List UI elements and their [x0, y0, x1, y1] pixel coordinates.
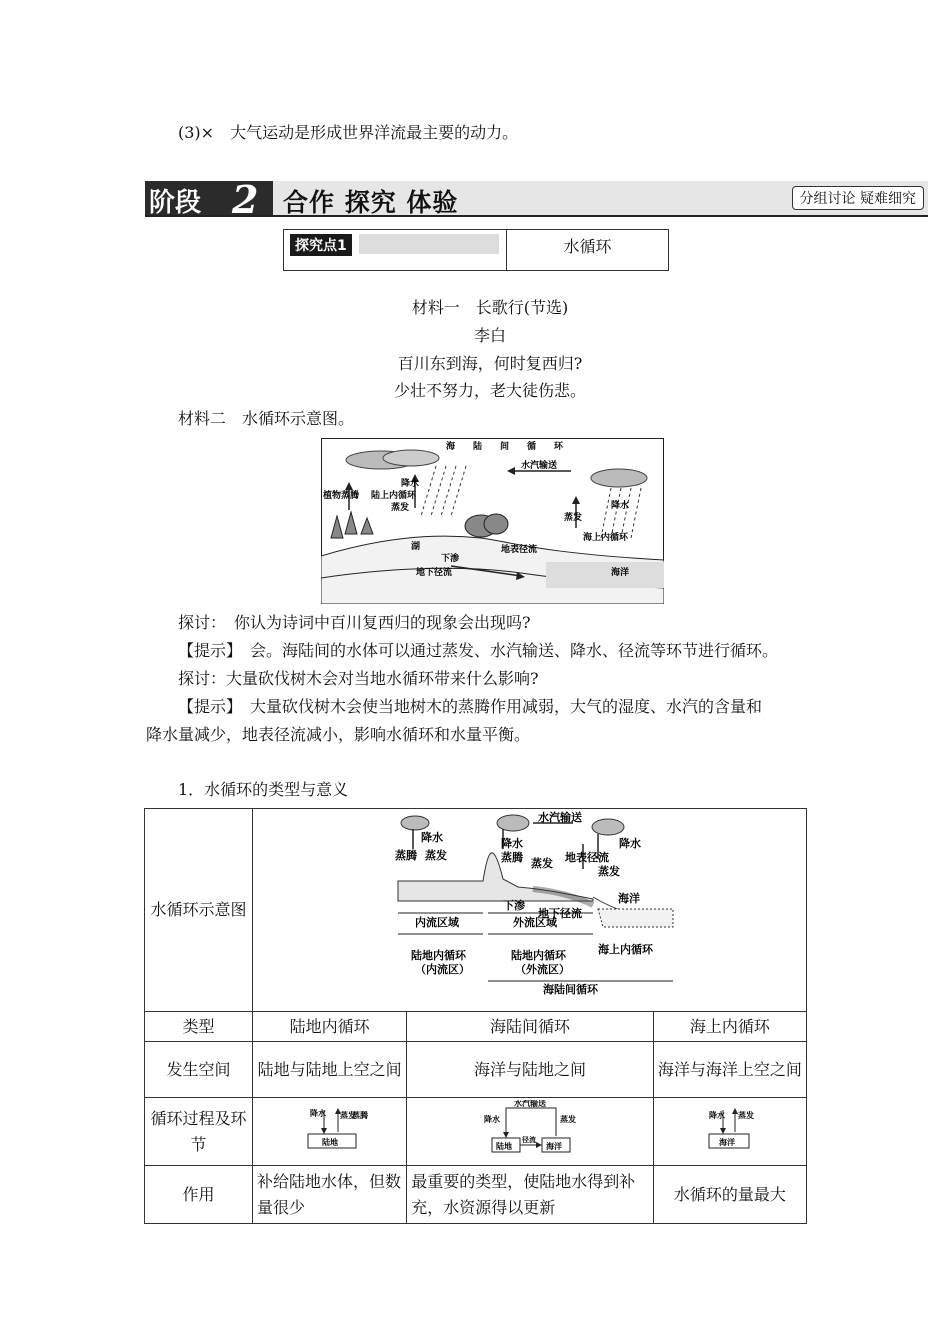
- hint2: [178, 696, 762, 718]
- diagram-label-cell: [145, 809, 253, 1012]
- stage-tag: 分组讨论 疑难细究: [792, 186, 924, 210]
- fig2-vapor: 水汽输送: [538, 811, 582, 824]
- fig2-rain2: 降水: [501, 837, 523, 850]
- proc-land-transp: 蒸腾: [351, 1110, 368, 1120]
- fig2-transp2: 蒸腾: [501, 851, 523, 864]
- hint2-tag: 【提示】: [178, 697, 235, 716]
- material1-line2: 少壮不努力，老大徒伤悲。: [393, 381, 586, 400]
- water-cycle-types-figure: [253, 809, 806, 1003]
- hint1-tag: 【提示】: [178, 641, 235, 660]
- fig2-infiltration: 下渗: [503, 899, 525, 912]
- material1-author: 李白: [473, 326, 506, 345]
- proc-sealand-diagram: [480, 1100, 580, 1156]
- material1-heading: 材料一 长歌行(节选): [411, 298, 569, 317]
- row-type-label: 类型: [145, 1012, 253, 1042]
- diagram-cell: [253, 809, 807, 1012]
- fig2-outer-region: 外流区域: [513, 916, 557, 929]
- stage-title: 合作 探究 体验: [283, 188, 459, 217]
- fig2-sea: 海洋: [618, 892, 640, 905]
- material2-heading: 材料二 水循环示意图。: [178, 409, 355, 428]
- stage-banner: [145, 177, 928, 222]
- proc-sea-rain: 降水: [708, 1110, 725, 1120]
- fig1-evap-sea: 蒸发: [564, 513, 583, 523]
- proc-sea-box: 海洋: [718, 1137, 735, 1147]
- proc-sea-evap: 蒸发: [737, 1110, 754, 1120]
- proc-sealand-runoff: 径流: [521, 1135, 536, 1144]
- row-space-label: 发生空间: [145, 1042, 253, 1098]
- hint1: [178, 640, 778, 662]
- fig1-vapor: 水汽输送: [521, 461, 558, 471]
- fig2-surface-runoff: 地表径流: [565, 851, 609, 864]
- fig2-evap2: 蒸发: [531, 857, 553, 870]
- space-land: 陆地与陆地上空之间: [253, 1042, 407, 1098]
- proc-land-cell: [253, 1098, 407, 1166]
- discuss1: 探讨： 你认为诗词中百川复西归的现象会出现吗?: [178, 613, 531, 632]
- fig1-land-cycle: 陆上内循环: [371, 491, 417, 501]
- table-row: [145, 1042, 807, 1098]
- discuss2: 探讨：大量砍伐树木会对当地水循环带来什么影响?: [178, 669, 539, 688]
- table-row: [145, 1166, 807, 1224]
- fig2-sea-land: 海陆间循环: [543, 983, 598, 996]
- fig2-land-inner-sub: （内流区）: [415, 963, 470, 976]
- material1-line1: 百川东到海，何时复西归?: [397, 354, 583, 373]
- fig1-ground-runoff: 地下径流: [416, 568, 453, 578]
- type-land: 陆地内循环: [253, 1012, 407, 1042]
- fig1-infiltration: 下渗: [441, 554, 460, 564]
- proc-sealand-vapor: 水汽输送: [513, 1099, 546, 1108]
- fig2-evap3: 蒸发: [598, 865, 620, 878]
- row-effect-label: 作用: [145, 1166, 253, 1224]
- probe-label: 探究点1: [290, 234, 352, 256]
- fig2-evap1: 蒸发: [425, 849, 447, 862]
- fig1-evap-land: 蒸发: [391, 503, 410, 513]
- fig2-ground-runoff: 地下径流: [538, 907, 582, 920]
- proc-sealand-rain: 降水: [483, 1114, 500, 1124]
- fig2-inner-region: 内流区域: [415, 916, 459, 929]
- hint2-text-cont: 降水量减少，地表径流减小，影响水循环和水量平衡。: [146, 725, 531, 744]
- effect-sea: 水循环的量最大: [653, 1166, 806, 1224]
- fig2-sea-inner: 海上内循环: [598, 943, 653, 956]
- table-row: [145, 1012, 807, 1042]
- proc-land-evap: 蒸发: [339, 1110, 356, 1120]
- section1-heading: 1．水循环的类型与意义: [178, 780, 349, 799]
- fig2-land-outer: 陆地内循环: [511, 949, 566, 962]
- probe-grey-bar: [359, 234, 499, 254]
- stage-prefix: 阶段: [149, 188, 202, 218]
- proc-sealand-cell: [407, 1098, 653, 1166]
- space-sea: 海洋与海洋上空之间: [653, 1042, 806, 1098]
- proc-sealand-land: 陆地: [495, 1141, 512, 1151]
- fig1-top-label: 海 陆 间 循 环: [446, 442, 564, 452]
- fig2-land-inner: 陆地内循环: [411, 949, 466, 962]
- proc-sealand-evap: 蒸发: [559, 1114, 576, 1124]
- proc-sea-diagram: [695, 1104, 765, 1152]
- fig2-rain3: 降水: [619, 837, 641, 850]
- proc-land-diagram: [290, 1104, 370, 1152]
- table-row: [145, 1098, 807, 1166]
- fig1-lake: 湖: [411, 542, 421, 552]
- fig1-sea-cycle: 海上内循环: [583, 533, 629, 543]
- hint2-text: 大量砍伐树木会使当地树木的蒸腾作用减弱，大气的湿度、水汽的含量和: [234, 697, 763, 716]
- fig2-land-outer-sub: （外流区）: [515, 963, 570, 976]
- fig2-transp1: 蒸腾: [395, 849, 417, 862]
- water-cycle-figure: [321, 438, 664, 604]
- fig1-sea: 海洋: [611, 568, 630, 578]
- fig1-rain-land: 降水: [401, 479, 420, 489]
- fig2-rain1: 降水: [421, 831, 443, 844]
- probe-header: [283, 229, 669, 271]
- hint1-text: 会。海陆间的水体可以通过蒸发、水汽输送、降水、径流等环节进行循环。: [234, 641, 779, 660]
- table-row: [145, 809, 807, 1012]
- type-sealand: 海陆间循环: [407, 1012, 653, 1042]
- proc-land-rain: 降水: [309, 1108, 326, 1118]
- stage-number: 2: [232, 177, 259, 222]
- space-sealand: 海洋与陆地之间: [407, 1042, 653, 1098]
- fig1-surface-runoff: 地表径流: [501, 545, 538, 555]
- fig1-transpiration: 植物蒸腾: [323, 491, 360, 501]
- diagram-label: 水循环示意图: [150, 900, 247, 919]
- proc-land-box: 陆地: [321, 1137, 338, 1147]
- proc-sea-cell: [653, 1098, 806, 1166]
- fig1-rain-sea: 降水: [611, 501, 630, 511]
- effect-sealand: 最重要的类型，使陆地水得到补充，水资源得以更新: [407, 1166, 653, 1224]
- water-cycle-table: [144, 808, 807, 1224]
- intro-line: (3)× 大气运动是形成世界洋流最主要的动力。: [178, 123, 519, 142]
- effect-land: 补给陆地水体，但数量很少: [253, 1166, 407, 1224]
- probe-title: 水循环: [563, 237, 612, 256]
- proc-sealand-sea: 海洋: [545, 1141, 562, 1151]
- row-process-label: 循环过程及环节: [145, 1098, 253, 1166]
- type-sea: 海上内循环: [653, 1012, 806, 1042]
